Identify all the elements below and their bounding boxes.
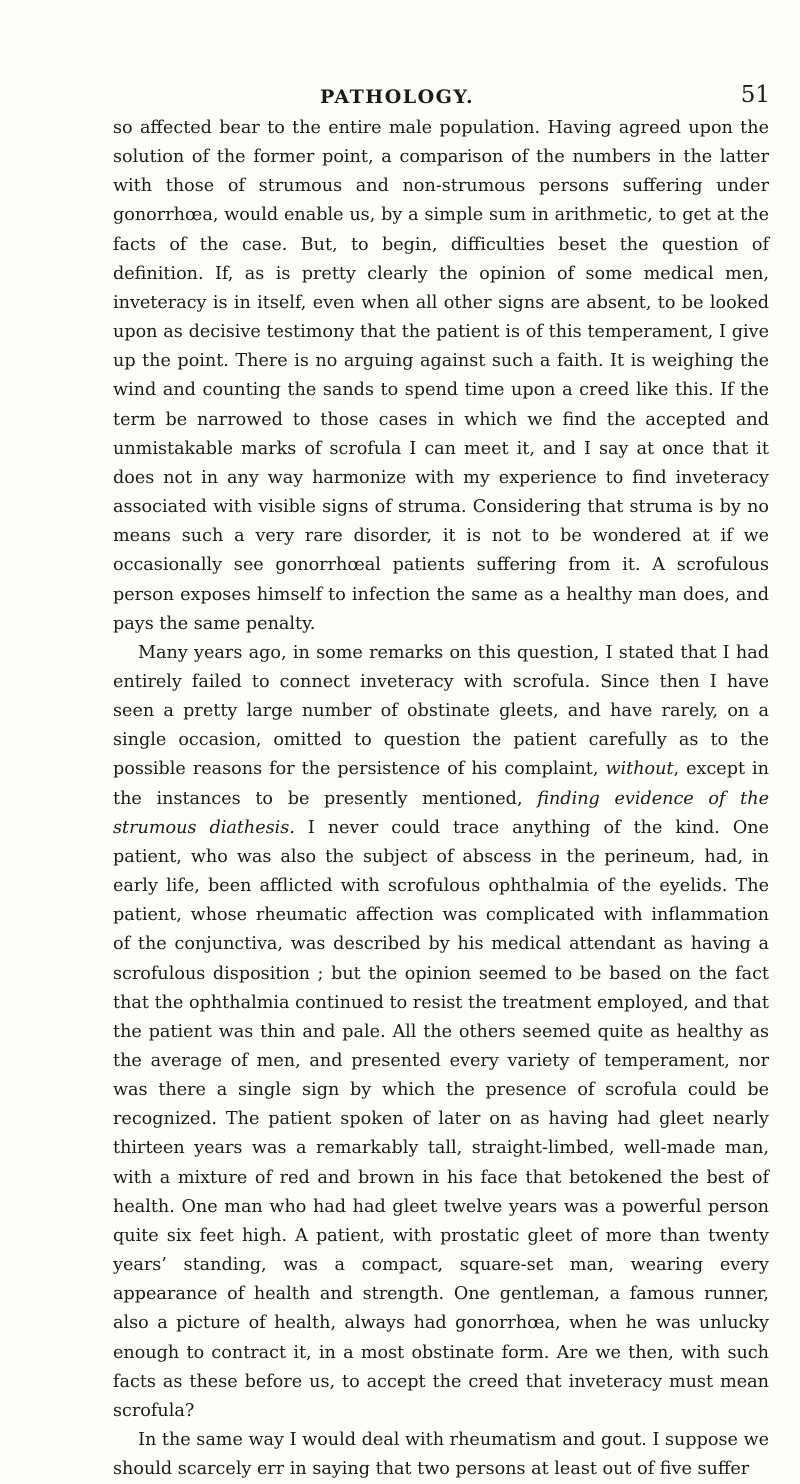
paragraph [113, 639, 769, 1426]
text-span: In the same way I would deal with rheumatism and gout. I suppose we should scarcely err in saying that two persons at least out of five suffer [113, 1430, 769, 1480]
running-head: PATHOLOGY. [320, 86, 475, 108]
paragraph-continued [113, 114, 769, 639]
page-header [130, 82, 770, 116]
text-span: Many years ago, in some remarks on this question, I stated that I had entirely failed to connect inveteracy with scrofula. Since then I have seen a pretty large number of obstinate gleets, and have rarely, on a single occasion, omitted to question the patient carefully as to the possible reasons for the persistence of his complaint, [113, 642, 769, 780]
italic-phrase: finding evidence of the strumous diathesis. [113, 788, 769, 838]
text-span: I never could trace anything of the kind. One patient, who was also the subject of abscess in the perineum, had, in early life, been afflicted with scrofulous ophthalmia of the eyelids. The patient, whose rheumatic affection was complicated with inflammation of the conjunctiva, was described by his medical attendant as having a scrofulous disposition ; but the opinion seemed to be based on the fact that the ophthalmia continued to resist the treatment employed, and that the patient was thin and pale. All the others seemed quite as healthy as the average of men, and presented every variety of temperament, nor was there a single sign by which the presence of scrofula could be recognized. The patient spoken of later on as having had gleet nearly thirteen years was a remarkably tall, straight-limbed, well-made man, with a mixture of red and brown in his face that betokened the best of health. One man who had had gleet twelve years was a powerful person quite six feet high. A patient, with prostatic gleet of more than twenty years’ standing, was a compact, square-set man, wearing every appearance of health and strength. One gentleman, a famous runner, also a picture of health, always had gonorrhœa, when he was unlucky enough to contract it, in a most obstinate form. Are we then, with such facts as these before us, to accept the creed that inveteracy must mean scrofula? [113, 817, 769, 1421]
page-number: 51 [740, 82, 770, 108]
text-span: , except in the instances to be presently mentioned, [113, 759, 769, 809]
text-span: so affected bear to the entire male population. Having agreed upon the solution of the former point, a comparison of the numbers in the latter with those of strumous and non-strumous persons suffering under gonorrhœa, would enable us, by a simple sum in arithmetic, to get at the facts of the case. But, to begin, difficulties beset the question of definition. If, as is pretty clearly the opinion of some medical men, inveteracy is in itself, even when all other signs are absent, to be looked upon as decisive testimony that the patient is of this temperament, I give up the point. There is no arguing against such a faith. It is weighing the wind and counting the sands to spend time upon a creed like this. If the term be narrowed to those cases in which we find the accepted and unmistakable marks of scrofula I can meet it, and I say at once that it does not in any way harmonize with my experience to find inveteracy associated with visible signs of struma. Considering that struma is by no means such a very rare disorder, it is not to be wondered at if we occasionally see gonorrhœal patients suffering from it. A scrofulous person exposes himself to infection the same as a healthy man does, and pays the same penalty. [113, 118, 769, 634]
body-text [113, 114, 769, 1484]
paragraph [113, 1426, 769, 1484]
italic-word-without: without [605, 759, 674, 780]
